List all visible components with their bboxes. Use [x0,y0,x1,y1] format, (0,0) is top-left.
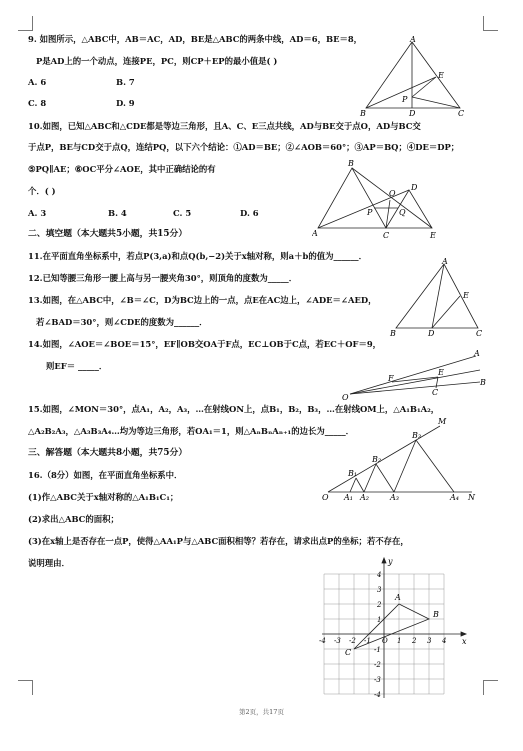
y-tick-label: 1 [377,616,382,624]
q10-label-q: Q [399,208,406,217]
q15-ray-figure [320,416,480,502]
page-footer: 第2页，共17页 [239,708,284,716]
q16-line4: (3)在x轴上是否存在一点P，使得△AA₁P与△ABC面积相等？若存在，请求出点P的坐标；若不存在， [28,536,409,546]
y-tick-label: 2 [377,601,382,609]
q13-line1: 13.如图，在△ABC中，∠B＝∠C，D为BC边上的一点，点E在AC边上，∠ADE＝∠AED， [28,295,377,305]
q10-label-p: P [367,208,373,217]
y-tick-label: 4 [377,571,382,579]
q16-x-axis-label: x [462,637,467,646]
q9-triangle-figure [358,34,478,118]
q10-label-a: A [312,229,318,238]
q15-label-b2: B₂ [372,455,382,464]
q9-label-c: C [458,109,465,118]
q9-label-p: P [402,95,408,104]
q10-equilateral-figure [312,158,444,240]
q9-label-b: B [360,109,366,118]
q10-option-b: B. 4 [108,208,127,218]
q13-label-b: B [390,329,396,338]
q14-label-b: B [480,378,486,387]
q10-line2: 于点P，BE与CD交于点Q，连结PQ，以下六个结论：①AD＝BE；②∠AOB＝60°；③AP＝BQ；④DE＝DP； [28,142,460,152]
q16-line3: (2)求出△ABC的面积； [28,514,119,524]
q14-line2: 则EF＝ _____． [46,361,108,371]
q16-y-axis-label: y [388,557,393,566]
x-tick-label: -4 [319,637,326,645]
q14-line1: 14.如图，∠AOE＝∠BOE＝15°，EF∥OB交OA于F点，EC⊥OB于C点，若EC＋OF＝9， [28,339,382,349]
q15-line2: △A₂B₂A₃，△A₃B₃A₄…均为等边三角形，若OA₁＝1，则△AₙBₙAₙ₊₁的边长为_____． [28,426,355,436]
q14-label-c: C [432,388,439,397]
q9-label-a: A [410,35,416,44]
q14-label-f: F [388,374,394,383]
q15-label-o: O [322,493,329,502]
y-tick-label: -3 [374,676,381,684]
x-tick-label: 4 [442,637,447,645]
x-tick-label: 2 [412,637,417,645]
q9-option-a: A. 6 [28,77,47,87]
q11-text: 11.在平面直角坐标系中，若点P(3,a)和点Q(b,−2)关于x轴对称，则a＋b的值为______． [28,251,367,261]
y-tick-label: -1 [374,646,381,654]
q10-line4: 个．( ) [28,186,56,196]
x-tick-label: -3 [334,637,341,645]
q12-text: 12.已知等腰三角形一腰上高与另一腰夹角30°，则顶角的度数为_____． [28,273,298,283]
q13-label-d: D [428,329,435,338]
q13-label-a: A [442,258,448,266]
q16-coordinate-grid [318,554,470,700]
q9-option-d: D. 9 [116,98,135,108]
q14-angle-figure [340,344,490,402]
q15-label-m: M [438,417,447,426]
q10-option-c: C. 5 [173,208,192,218]
q15-label-n: N [468,493,475,502]
q10-label-c: C [383,231,390,240]
q10-label-b: B [348,159,354,168]
q10-line3: ⑤PQ∥AE；⑥OC平分∠AOE，其中正确结论的有 [28,164,216,174]
crop-mark-bottom-left [18,680,33,695]
x-tick-label: 3 [427,637,432,645]
crop-mark-top-left [18,16,33,31]
q13-triangle-figure [386,258,486,338]
q9-line2: P是AD上的一个动点，连接PE，PC，则CP＋EP的最小值是( ) [36,56,278,66]
x-tick-label: -2 [349,637,356,645]
q14-label-a: A [474,349,480,358]
q10-label-d: D [411,183,418,192]
q15-label-a4: A₄ [450,493,459,502]
q10-option-a: A. 3 [28,208,47,218]
q13-label-c: C [476,329,483,338]
q16-line5: 说明理由． [28,558,70,568]
q15-label-b3: B₃ [412,431,422,440]
q10-label-e: E [430,231,436,240]
q10-option-d: D. 6 [240,208,259,218]
x-tick-label: -1 [364,637,371,645]
q15-label-a2: A₂ [360,493,369,502]
y-tick-label: -2 [374,661,381,669]
point-label-b: B [433,610,439,619]
section-2-heading: 二、填空题（本大题共5小题，共15分） [28,229,188,239]
q9-label-e: E [438,71,444,80]
q14-label-o: O [342,393,349,402]
q16-line2: (1)作△ABC关于x轴对称的△A₁B₁C₁； [28,492,179,502]
q9-line1: 9. 如图所示，△ABC中，AB＝AC，AD，BE是△ABC的两条中线，AD＝6，BE＝8， [28,34,363,44]
y-tick-label: 3 [377,586,382,594]
crop-mark-bottom-right [483,680,498,695]
q9-option-b: B. 7 [116,77,135,87]
q13-label-e: E [463,291,469,300]
q15-label-b1: B₁ [348,469,358,478]
q10-line1: 10.如图，已知△ABC和△CDE都是等边三角形，且A、C、E三点共线，AD与BE交于点O，AD与BC交 [28,121,421,131]
q15-label-a1: A₁ [344,493,353,502]
section-3-heading: 三、解答题（本大题共8小题，共75分） [28,448,188,458]
q15-line1: 15.如图，∠MON＝30°，点A₁，A₂，A₃，…在射线ON上，点B₁，B₂，B₃，…在射线OM上，△A₁B₁A₂， [28,404,440,414]
crop-mark-top-right [483,16,498,31]
q10-label-o: O [389,189,396,198]
q9-option-c: C. 8 [28,98,47,108]
point-label-c: C [345,648,352,657]
x-tick-label: 1 [397,637,402,645]
y-tick-label: -4 [374,691,381,699]
q16-line1: 16.（8分）如图，在平面直角坐标系中． [28,470,183,480]
q13-line2: 若∠BAD＝30°，则∠CDE的度数为______． [36,317,208,327]
q14-label-e: E [438,368,444,377]
q15-label-a3: A₃ [390,493,399,502]
point-label-a: A [395,593,401,602]
x-tick-label: O [382,637,388,645]
q9-label-d: D [409,109,416,118]
